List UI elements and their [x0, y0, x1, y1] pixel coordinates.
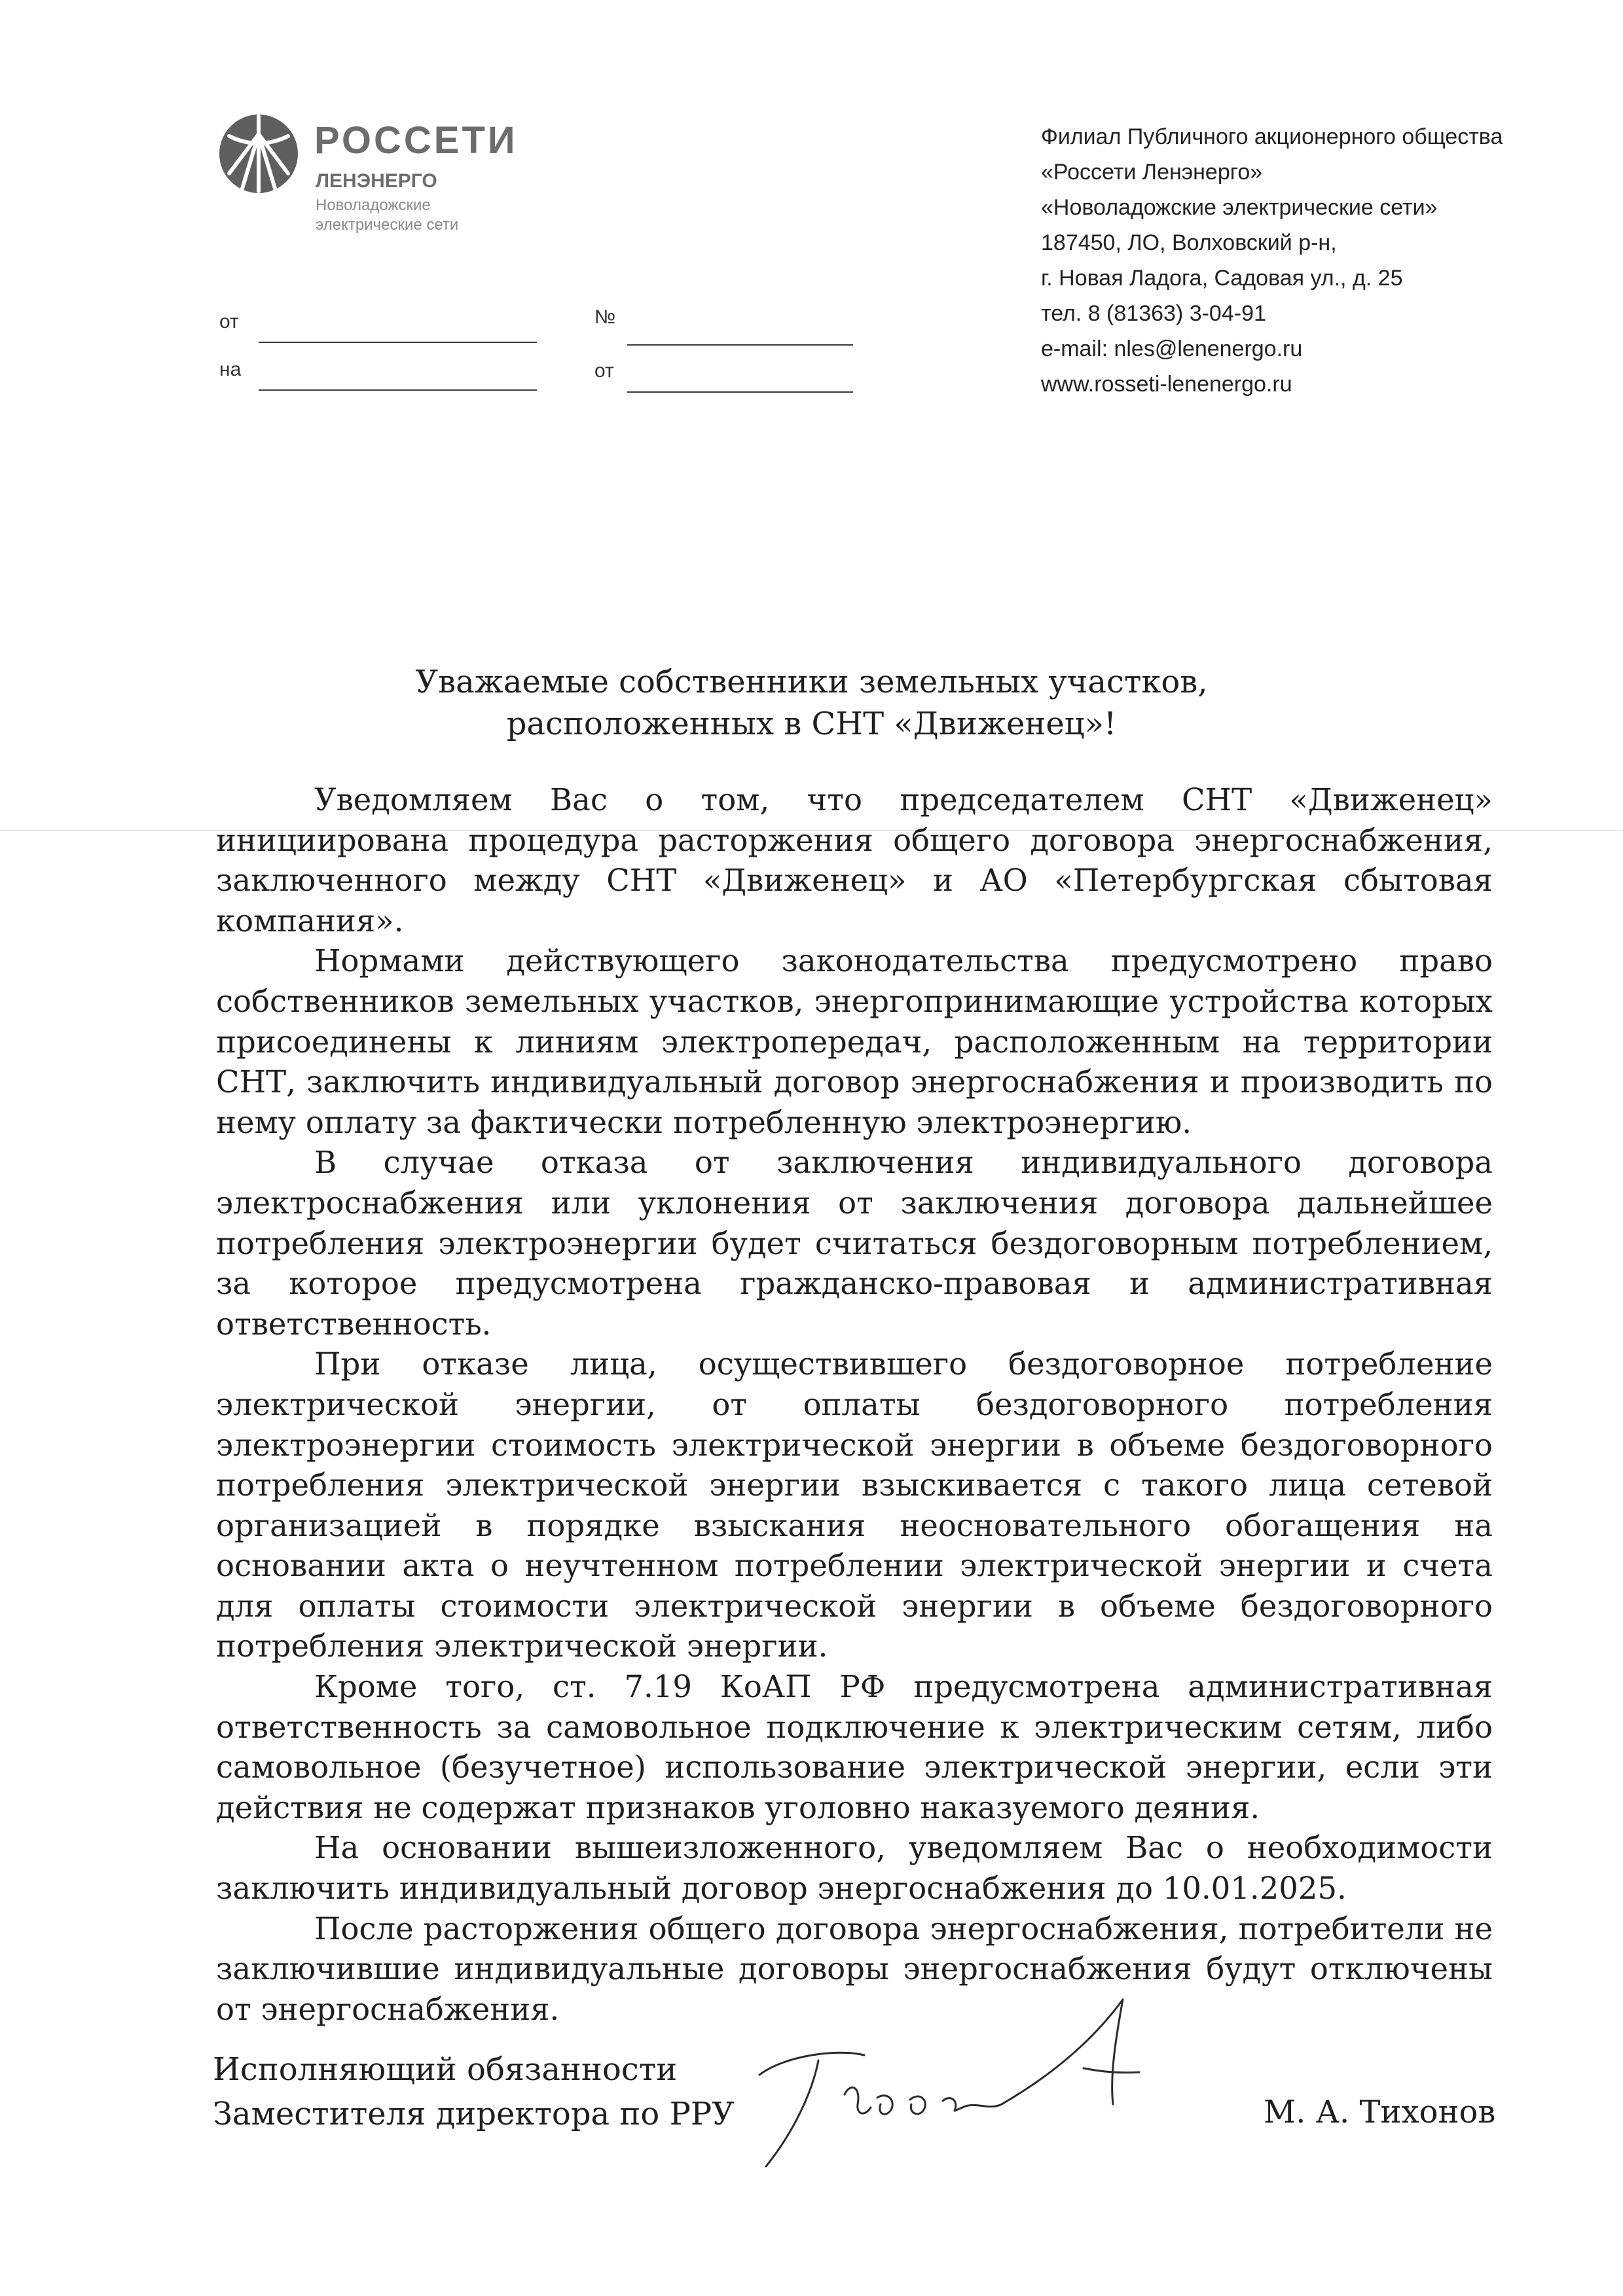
logo-brand: РОССЕТИ: [314, 119, 518, 162]
signatory-position: [213, 2047, 735, 2136]
rosseti-logo-icon: [216, 111, 301, 196]
handwritten-signature: [746, 1983, 1192, 2186]
signatory-name: М. А. Тихонов: [1264, 2094, 1496, 2130]
sender-line: «Россети Ленэнерго»: [1041, 160, 1263, 185]
position-line: Заместителя директора по РРУ: [213, 2096, 735, 2132]
body-paragraph: После расторжения общего договора энергоснабжения, потребители не заключившие индивидуальные договоры энергоснабжения будут отключены от энергоснабжения.: [216, 1910, 1493, 2027]
from-label: от: [219, 311, 239, 332]
body-paragraph: В случае отказа от заключения индивидуального договора электроснабжения или уклонения от заключения договора дальнейшее потребления электроэнергии будет считаться бездоговорным потреблением, за которое предусмотрена гражданско-правовая и административная ответственность.: [216, 1145, 1493, 1342]
salutation-line: Уважаемые собственники земельных участков,: [415, 664, 1208, 700]
sender-phone: тел. 8 (81363) 3-04-91: [1041, 301, 1266, 326]
body-paragraph: Нормами действующего законодательства предусмотрено право собственников земельных участков, энергопринимающие устройства которых присоединены к линиям электропередач, расположенным на территории СНТ, заключить индивидуальный договор энергоснабжения и производить по нему оплату за фактически потребленную электроэнергию.: [216, 943, 1493, 1140]
body-paragraph: При отказе лица, осуществившего бездоговорное потребление электрической энергии, от оплаты бездоговорного потребления электроэнергии стоимость электрической энергии в объеме бездоговорного потребления электрической энергии взыскивается с такого лица сетевой организацией в порядке взыскания неосновательного обогащения на основании акта о неучтенном потреблении электрической энергии и счета для оплаты стоимости электрической энергии в объеме бездоговорного потребления электрической энергии.: [216, 1346, 1493, 1664]
body-paragraph: Уведомляем Вас о том, что председателем СНТ «Движенец» инициирована процедура расторжения общего договора энергоснабжения, заключенного между СНТ «Движенец» и АО «Петербургская сбытовая компания».: [216, 782, 1493, 939]
from-field-line: [259, 342, 537, 343]
date-label: от: [594, 360, 614, 382]
sender-line: 187450, ЛО, Волховский р-н,: [1041, 230, 1337, 255]
sender-address-block: [1041, 119, 1503, 402]
sender-line: «Новоладожские электрические сети»: [1041, 195, 1438, 220]
number-field-line: [627, 344, 853, 346]
sender-website: www.rosseti-lenenergo.ru: [1041, 372, 1292, 397]
to-field-line: [259, 389, 537, 391]
logo-subbrand: ЛЕНЭНЕРГО: [316, 170, 437, 192]
salutation-line: расположенных в СНТ «Движенец»!: [506, 706, 1117, 742]
sender-email: e-mail: nles@lenenergo.ru: [1041, 336, 1303, 361]
logo-branch-line: электрические сети: [316, 216, 459, 234]
body-paragraph: Кроме того, ст. 7.19 КоАП РФ предусмотрена административная ответственность за самовольное подключение к электрическим сетям, либо самовольное (безучетное) использование электрической энергии, если эти действия не содержат признаков уголовно наказуемого деяния.: [216, 1669, 1493, 1825]
position-line: Исполняющий обязанности: [213, 2051, 678, 2088]
date-field-line: [627, 391, 853, 393]
salutation: [0, 661, 1623, 745]
letter-body: [216, 780, 1493, 2030]
sender-line: г. Новая Ладога, Садовая ул., д. 25: [1041, 266, 1403, 291]
company-logo: [216, 111, 518, 255]
number-label: №: [594, 306, 616, 328]
to-label: на: [219, 359, 242, 380]
sender-line: Филиал Публичного акционерного общества: [1041, 124, 1503, 149]
logo-branch-line: Новоладожские: [316, 196, 431, 214]
body-paragraph: На основании вышеизложенного, уведомляем Вас о необходимости заключить индивидуальный договор энергоснабжения до 10.01.2025.: [216, 1830, 1493, 1907]
